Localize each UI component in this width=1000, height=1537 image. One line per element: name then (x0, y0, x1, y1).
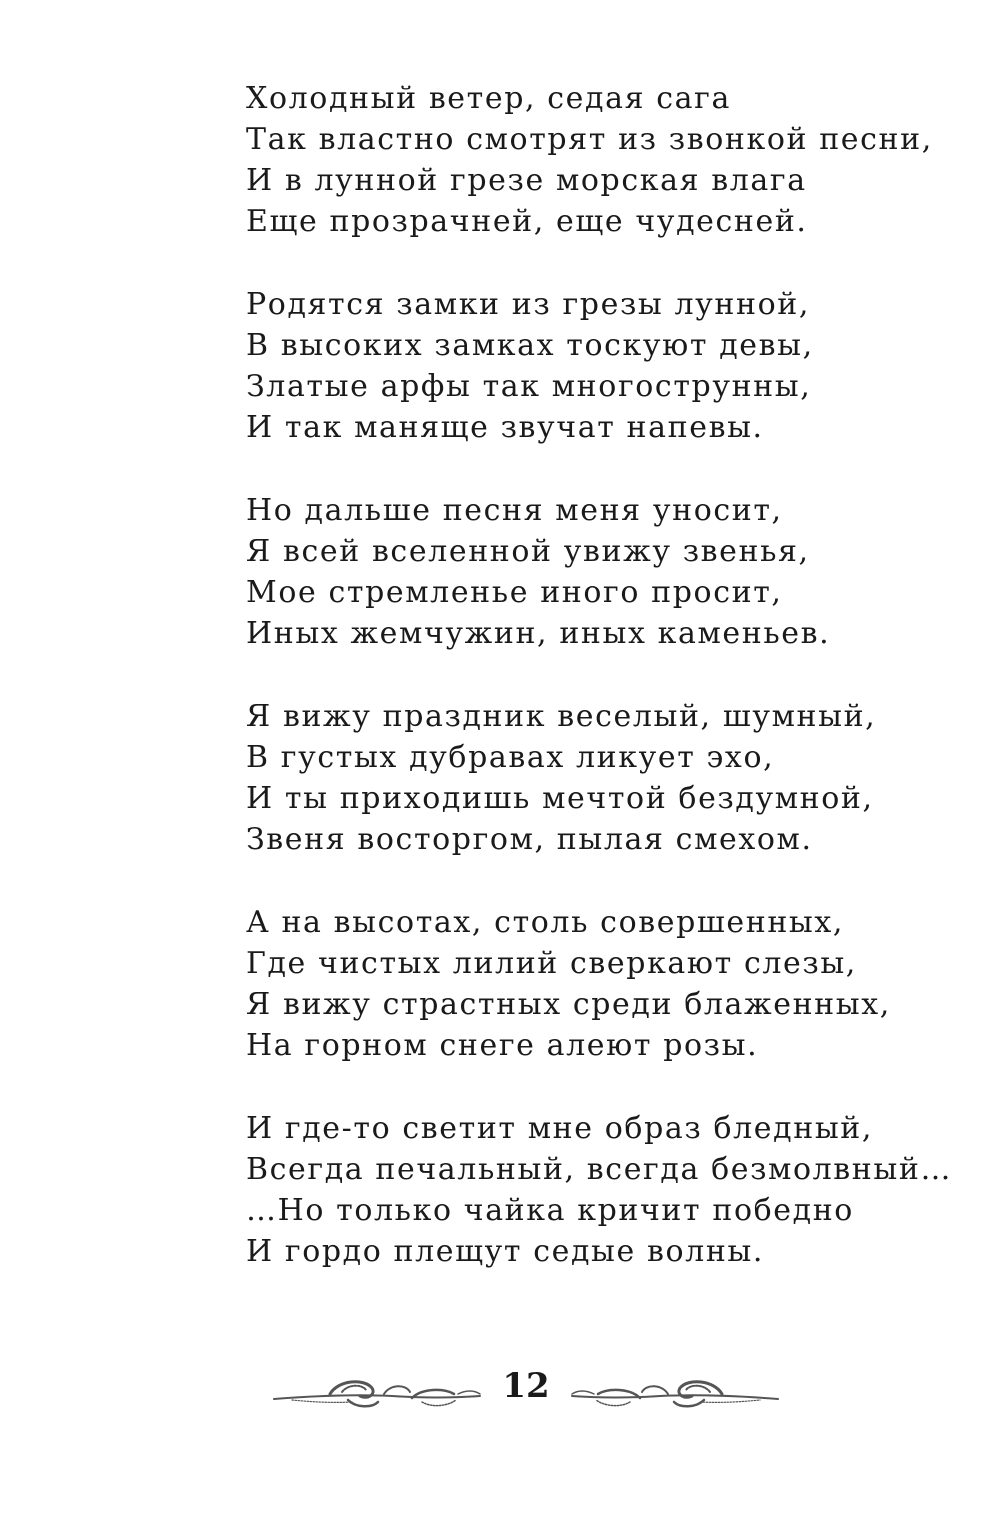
poem-line: Звеня восторгом, пылая смехом. (246, 822, 813, 857)
poem-line: Я вижу праздник веселый, шумный, (246, 699, 877, 734)
poem-line: В высоких замках тоскуют девы, (246, 328, 814, 363)
stanza (246, 1108, 966, 1272)
poem-line: На горном снеге алеют розы. (246, 1028, 759, 1063)
right-flourish-ornament (570, 1372, 780, 1412)
poem-line: И в лунной грезе морская влага (246, 163, 807, 198)
poem-line: Златые арфы так многострунны, (246, 369, 812, 404)
poem-line: …Но только чайка кричит победно (246, 1193, 854, 1228)
poem-line: Мое стремленье иного просит, (246, 575, 783, 610)
poem-line: И ты приходишь мечтой бездумной, (246, 781, 874, 816)
stanza (246, 78, 966, 242)
poem-line: Я вижу страстных среди блаженных, (246, 987, 891, 1022)
poem (246, 78, 966, 1314)
poem-line: Еще прозрачней, еще чудесней. (246, 204, 808, 239)
stanza (246, 696, 966, 860)
stanza (246, 284, 966, 448)
poem-line: И гордо плещут седые волны. (246, 1234, 765, 1269)
poem-line: Так властно смотрят из звонкой песни, (246, 122, 933, 157)
page-number: 12 (502, 1366, 550, 1406)
poem-line: Но дальше песня меня уносит, (246, 493, 783, 528)
poem-line: Иных жемчужин, иных каменьев. (246, 616, 831, 651)
poem-line: Где чистых лилий сверкают слезы, (246, 946, 857, 981)
poem-line: В густых дубравах ликует эхо, (246, 740, 775, 775)
poem-line: И так маняще звучат напевы. (246, 410, 764, 445)
poem-line: Всегда печальный, всегда безмолвный… (246, 1152, 953, 1187)
stanza (246, 490, 966, 654)
poem-line: Родятся замки из грезы лунной, (246, 287, 811, 322)
stanza (246, 902, 966, 1066)
page-footer (0, 1358, 1000, 1418)
poem-line: Я всей вселенной увижу звенья, (246, 534, 810, 569)
left-flourish-ornament (272, 1372, 482, 1412)
poem-line: А на высотах, столь совершенных, (246, 905, 845, 940)
poem-line: И где-то светит мне образ бледный, (246, 1111, 874, 1146)
poem-line: Холодный ветер, седая сага (246, 81, 731, 116)
